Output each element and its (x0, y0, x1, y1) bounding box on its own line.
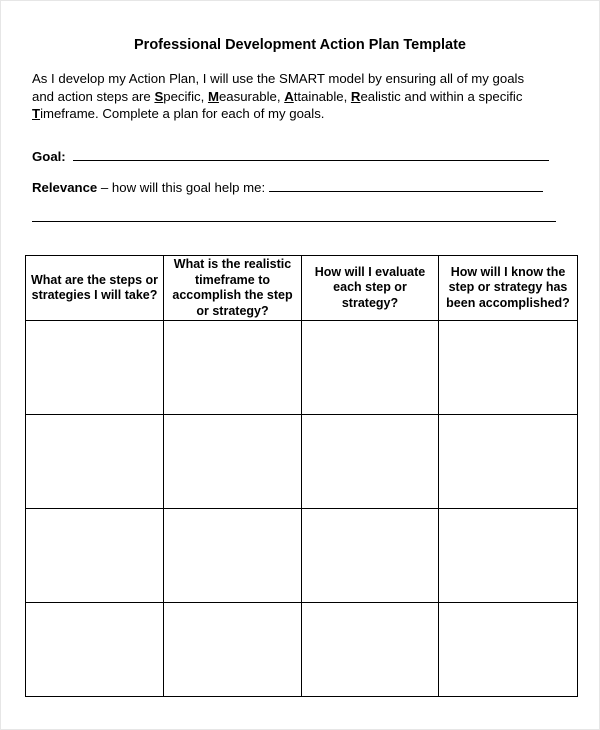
intro-paragraph (32, 70, 572, 123)
table-cell[interactable] (302, 415, 439, 509)
relevance-input-continued[interactable] (32, 210, 556, 222)
smart-t-letter: T (32, 106, 41, 121)
header-evaluate: How will I evaluate each step or strategy? (302, 256, 439, 321)
smart-s-letter: S (154, 88, 164, 104)
table-cell[interactable] (439, 321, 578, 415)
intro-line-2: and action steps are Specific, Measurable, Attainable, Realistic and within a specific (32, 88, 523, 104)
table-row (26, 603, 578, 697)
table-row (26, 321, 578, 415)
relevance-label: Relevance (32, 180, 98, 195)
goal-input[interactable] (73, 149, 549, 161)
header-accomplished: How will I know the step or strategy has been accomplished? (439, 256, 578, 321)
relevance-continuation-line (32, 210, 556, 225)
table-row (26, 415, 578, 509)
action-plan-table (25, 255, 578, 697)
table-cell[interactable] (439, 603, 578, 697)
table-cell[interactable] (302, 321, 439, 415)
intro-line-1: As I develop my Action Plan, I will use the SMART model by ensuring all of my goals (32, 71, 525, 86)
header-steps: What are the steps or strategies I will take? (26, 256, 164, 321)
table-row (26, 509, 578, 603)
smart-m-letter: M (207, 88, 219, 104)
intro-line-3: Timeframe. Complete a plan for each of my goals. (32, 106, 325, 121)
table-cell[interactable] (439, 415, 578, 509)
table-cell[interactable] (26, 321, 164, 415)
goal-label: Goal: (32, 149, 66, 164)
table-cell[interactable] (26, 603, 164, 697)
relevance-question: – how will this goal help me: (97, 180, 269, 195)
table-cell[interactable] (302, 603, 439, 697)
table-cell[interactable] (164, 509, 302, 603)
relevance-input[interactable] (269, 180, 543, 192)
table-cell[interactable] (26, 509, 164, 603)
table-cell[interactable] (26, 415, 164, 509)
goal-line (32, 149, 549, 164)
table-cell[interactable] (439, 509, 578, 603)
relevance-line (32, 180, 543, 195)
table-header-row (26, 256, 578, 321)
smart-r-letter: R (350, 88, 361, 104)
table-cell[interactable] (164, 321, 302, 415)
table-cell[interactable] (302, 509, 439, 603)
smart-a-letter: A (284, 88, 294, 104)
document-title: Professional Development Action Plan Template (134, 37, 466, 53)
table-cell[interactable] (164, 603, 302, 697)
table-cell[interactable] (164, 415, 302, 509)
header-timeframe: What is the realistic timeframe to accomplish the step or strategy? (164, 256, 302, 321)
